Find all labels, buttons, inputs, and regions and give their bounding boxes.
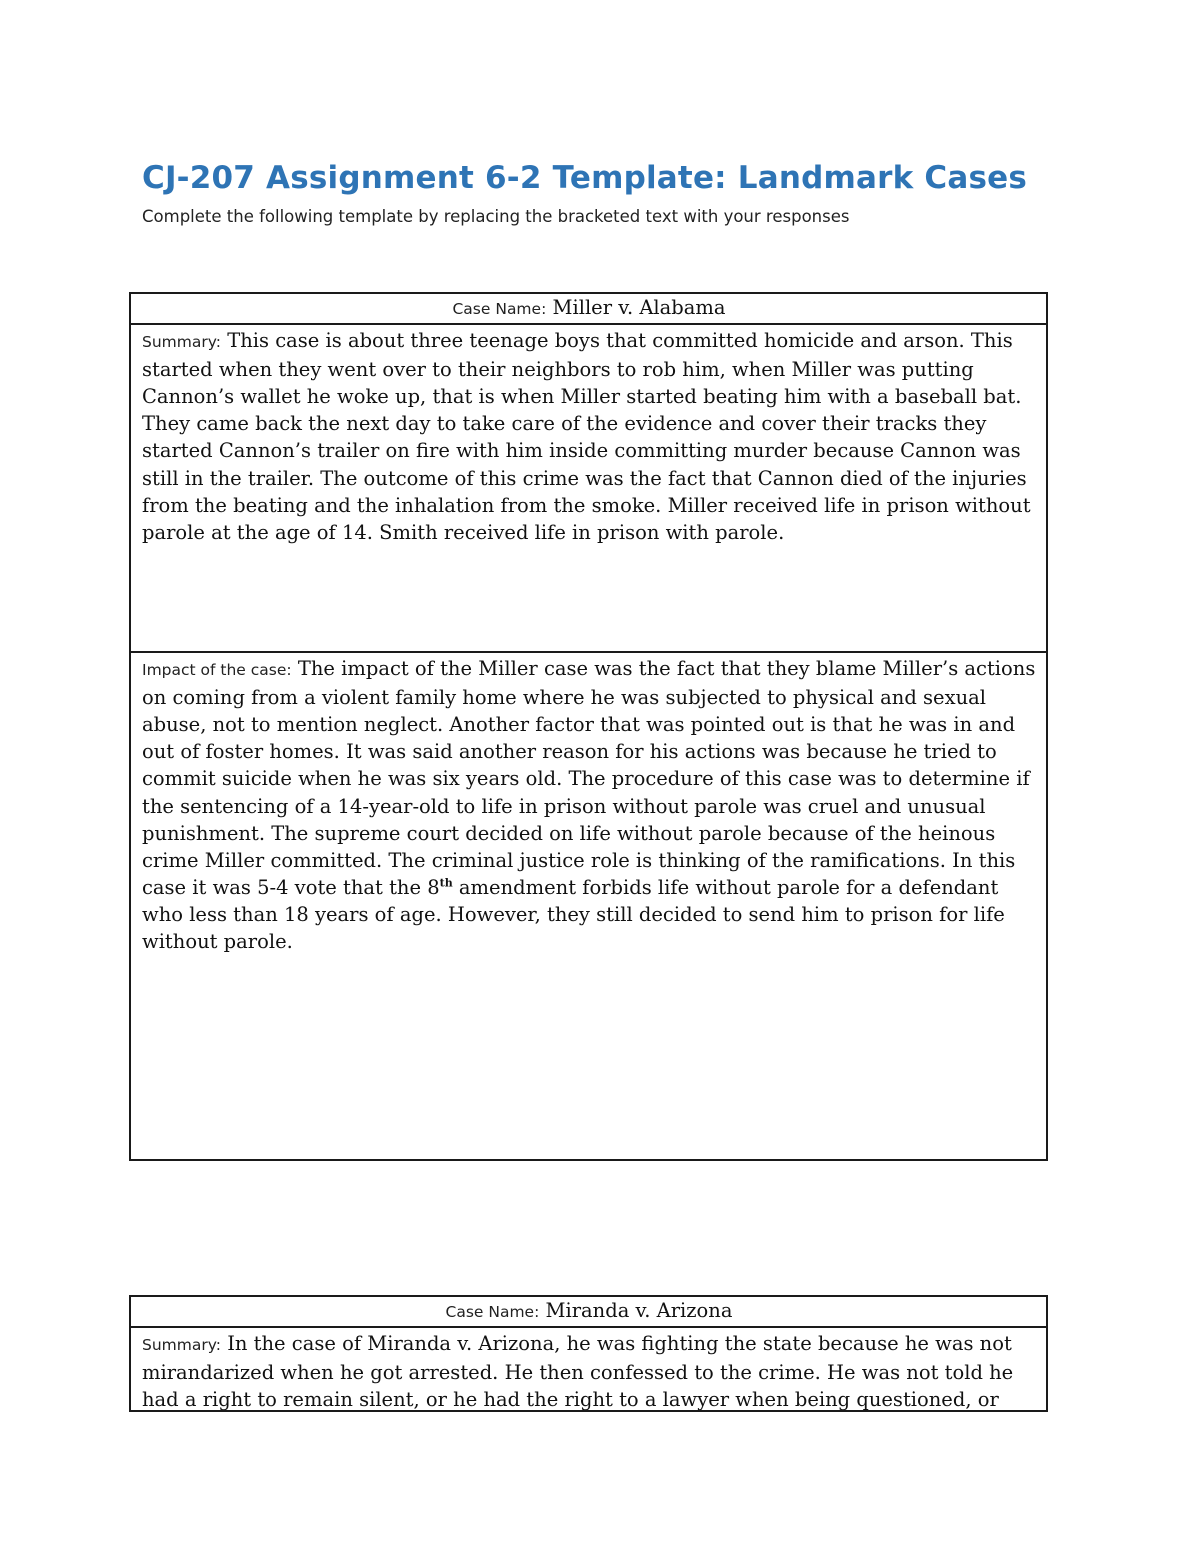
case-name-value: Miller v. Alabama [552, 296, 726, 319]
summary-label: Summary: [142, 1336, 221, 1355]
summary-cell [130, 1327, 1047, 1411]
impact-text-part-b: amendment forbids life without parole for a defendant who less than 18 years of age. However, they still decided to send him to prison for life without parole. [142, 875, 1005, 954]
page-subtitle: Complete the following template by replacing the bracketed text with your responses [142, 207, 850, 226]
impact-text-part-a: The impact of the Miller case was the fact that they blame Miller’s actions on coming from a violent family home where he was subjected to physical and sexual abuse, not to mention neglect. Another factor that was pointed out is that he was in and out of foster homes. It was said another reason for his actions was because he tried to commit suicide when he was six years old. The procedure of this case was to determine if the sentencing of a 14-year-old to life in prison without parole was cruel and unusual punishment. The supreme court decided on life without parole because of the heinous crime Miller committed. The criminal justice role is thinking of the ramifications. In this case it was 5-4 vote that the 8 [142, 657, 1036, 899]
case-name-label: Case Name: [452, 300, 547, 318]
case-table-miller [129, 292, 1048, 1161]
summary-text: In the case of Miranda v. Arizona, he was fighting the state because he was not mirandarized when he got arrested. He then confessed to the crime. He was not told he had a right to remain silent, or he had the right to a lawyer when being questioned, or [142, 1332, 1014, 1411]
impact-text [142, 657, 1035, 953]
case-name-label: Case Name: [445, 1303, 540, 1321]
page-title: CJ-207 Assignment 6-2 Template: Landmark Cases [142, 160, 1028, 196]
ordinal-suffix: th [439, 876, 453, 890]
impact-label: Impact of the case: [142, 661, 292, 680]
summary-text: This case is about three teenage boys that committed homicide and arson. This started when they went over to their neighbors to rob him, when Miller was putting Cannon’s wallet he woke up, that is when Miller started beating him with a baseball bat. They came back the next day to take care of the evidence and cover their tracks they started Cannon’s trailer on fire with him inside committing murder because Cannon was still in the trailer. The outcome of this crime was the fact that Cannon died of the injuries from the beating and the inhalation from the smoke. Miller received life in prison without parole at the age of 14. Smith received life in prison with parole. [142, 329, 1031, 544]
impact-cell [130, 652, 1047, 1160]
summary-clip [142, 1330, 1036, 1410]
case-name-cell [130, 293, 1047, 324]
summary-label: Summary: [142, 333, 221, 352]
case-table-miranda [129, 1295, 1048, 1412]
case-name-value: Miranda v. Arizona [545, 1299, 733, 1322]
summary-cell [130, 324, 1047, 652]
case-name-cell [130, 1296, 1047, 1327]
